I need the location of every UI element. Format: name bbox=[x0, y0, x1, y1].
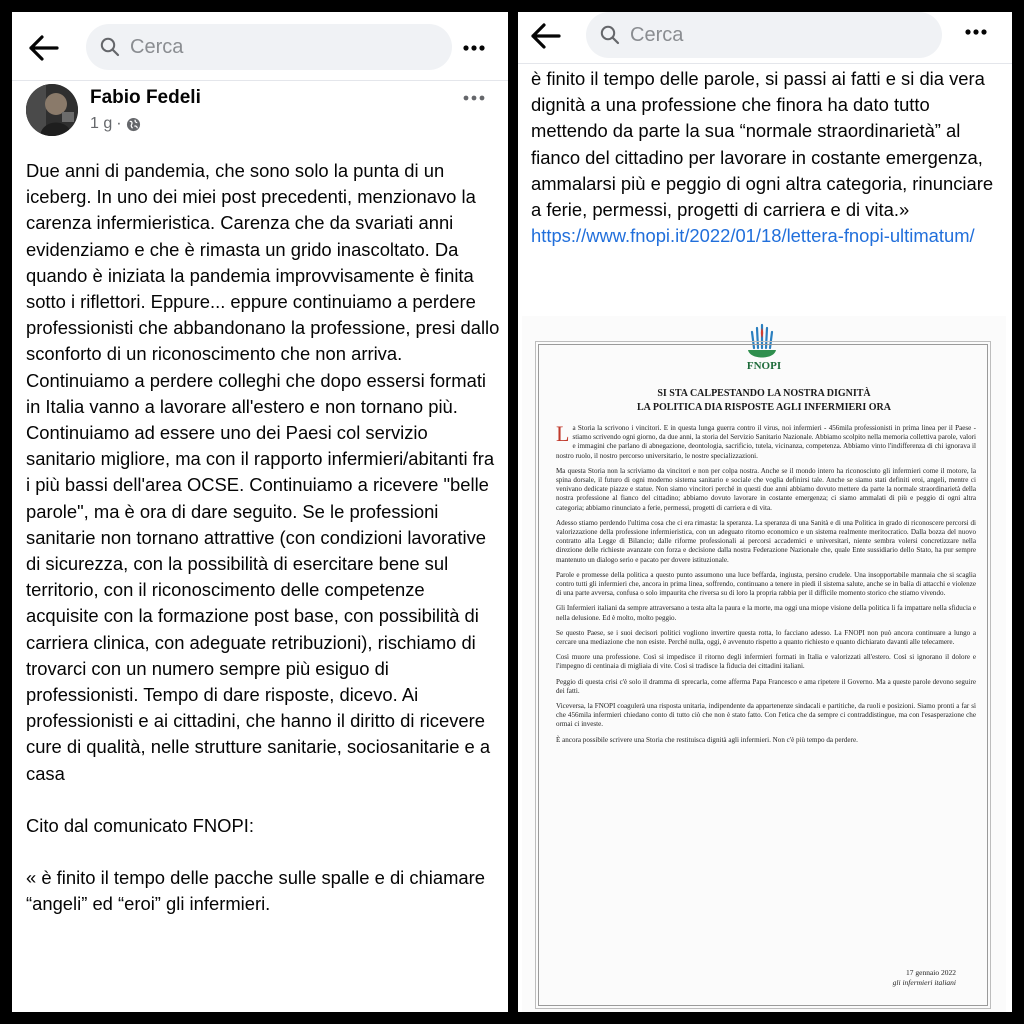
letter-dropcap: L bbox=[556, 421, 570, 446]
top-divider bbox=[12, 80, 508, 81]
post-paragraph: è finito il tempo delle parole, si passi ai fatti e si dia vera dignità a una professione che finora ha dato tutto mettendo da parte la sua “normale straordinarietà” al fianco del cittadino per lavorare in costante emergenza, ammalarsi più e peggio di ogni altra categoria, rinunciare a ferie, permessi, progetti di carriera e di vita.» bbox=[531, 68, 994, 221]
letter-title: SI STA CALPESTANDO LA NOSTRA DIGNITÀ bbox=[657, 388, 871, 399]
letter-body bbox=[556, 421, 976, 751]
letter-paragraph: Se questo Paese, se i suoi decisori politici vogliono invertire questa rotta, lo facciano adesso. La FNOPI non può ancora continuare a lungo a cercare una mediazione che non esiste. Perché nulla, oggi, è avvenuto rispetto a quanto richiesto e quanto dichiarato davanti alle telecamere. bbox=[556, 628, 976, 647]
fnopi-wordmark: FNOPI bbox=[746, 360, 782, 372]
avatar[interactable] bbox=[26, 84, 78, 136]
top-bar bbox=[12, 12, 508, 80]
letter-image[interactable] bbox=[522, 316, 1006, 1012]
letter-paragraph: È ancora possibile scrivere una Storia che restituisca dignità agli infermieri. Non c'è più tempo da perdere. bbox=[556, 735, 858, 744]
post-meta bbox=[90, 115, 141, 133]
back-arrow-icon[interactable] bbox=[24, 28, 64, 68]
letter-paragraph: Ma questa Storia non la scriviamo da vincitori e non per colpa nostra. Anche se il mondo intero ha riconosciuto gli infermieri come il motore, la spina dorsale, il futuro di ogni moderno sistema sanitario e sociale che voglia definirsi tale. Anche se siamo stati definiti eroi, angeli, mentre ci venivano dedicate piazze e statue. Non siamo vincitori perché in questi due anni abbiamo dovuto mettere da parte la normale straordinarietà della nostra professione al fianco del cittadino; abbiamo dovuto lavorare in costante emergenza; ci siamo ammalati di più e peggio di ogni altra categoria; abbiamo rinunciato a ferie, permessi, progetti di carriera e di vita. bbox=[556, 466, 976, 512]
back-arrow-icon[interactable] bbox=[526, 16, 566, 56]
more-options-icon[interactable] bbox=[458, 32, 490, 64]
letter-paragraph: a Storia la scrivono i vincitori. E in questa lunga guerra contro il virus, noi infermieri - 456mila professionisti in prima linea per il Paese - stiamo scrivendo ogni giorno, da due anni, la storia del Servizio Sanitario Nazionale. Abbiamo scolpito nella memoria collettiva parole, valori e immagini che parlano di abnegazione, deontologia, sacrificio, tutela, vicinanza, competenza. Abbiamo vinto l'indifferenza di chi ignorava il nostro ruolo, il nostro percorso universitario, le nostre specializzazioni. bbox=[556, 424, 976, 460]
post-body-continued bbox=[531, 66, 1001, 249]
post-paragraph: « è finito il tempo delle pacche sulle spalle e di chiamare “angeli” ed “eroi” gli infermieri. bbox=[26, 867, 486, 915]
search-icon bbox=[100, 37, 120, 57]
fnopi-link[interactable]: https://www.fnopi.it/2022/01/18/lettera-fnopi-ultimatum/ bbox=[531, 225, 975, 247]
letter-paragraph: Peggio di questa crisi c'è solo il dramma di sprecarla, come afferma Papa Francesco e ama ripetere il Governo. Ma a queste parole devono seguire dei fatti. bbox=[556, 677, 976, 695]
letter-signature: gli infermieri italiani bbox=[892, 978, 956, 987]
letter-paragraph: Adesso stiamo perdendo l'ultima cosa che ci era rimasta: la speranza. La speranza di una Sanità e di una Politica in grado di riconoscere percorsi di valorizzazione della professione infermieristica, con un adeguato ritorno economico e un sistema realmente meritocratico. Dalla bozza del nuovo contratto alla Legge di Bilancio; dalle riforme professionali ai percorsi accademici e universitari, niente sembra volersi concretizzare nella direzione delle richieste avanzate con forza e decisione dalla nostra Federazione Nazionale che, quale Ente sussidiario dello Stato, ha pur sempre mantenuto un dialogo serio e pacato per dovere istituzionale. bbox=[556, 518, 976, 564]
search-icon bbox=[600, 25, 620, 45]
top-divider bbox=[518, 63, 1012, 64]
letter-paragraph: Parole e promesse della politica a questo punto assumono una luce beffarda, ingiusta, persino crudele. Una insopportabile mannaia che si scaglia contro tutti gli infermieri che, ancora in prima linea, soffrendo, continuano a tenere in piedi il sistema salute, anche se in balìa di attacchi e violenze di una parte avversa, confusa o solo impaurita che riversa su di loro la propria rabbia per il difficile momento storico che stiamo vivendo. bbox=[556, 570, 976, 598]
left-screenshot-panel bbox=[12, 12, 508, 1012]
post-time: 1 g bbox=[90, 115, 113, 132]
search-input[interactable] bbox=[86, 24, 452, 70]
letter-paragraph: Così muore una professione. Così si impedisce il ritorno degli infermieri formati in Italia e valorizzati all'estero. Così si ignorano il dolore e l'impegno di centinaia di migliaia di vite. Così si tradisce la fiducia dei cittadini italiani. bbox=[556, 653, 976, 671]
search-input[interactable] bbox=[586, 12, 942, 58]
author-name[interactable]: Fabio Fedeli bbox=[90, 87, 201, 108]
letter-paragraph: Gli Infermieri italiani da sempre attraversano a testa alta la paura e la morte, ma oggi una miope visione della politica li fa impattare nella sfiducia e nella delusione. Ed è molto, molto peggio. bbox=[556, 604, 976, 622]
search-placeholder: Cerca bbox=[130, 35, 184, 58]
globe-icon bbox=[126, 117, 141, 132]
post-body bbox=[26, 158, 502, 917]
letter-date: 17 gennaio 2022 bbox=[906, 968, 956, 977]
letter-paragraph: Viceversa, la FNOPI coagulerà una risposta unitaria, indipendente da appartenenze sindacali e partitiche, da ruoli e posizioni. Siamo pronti a far sì che 456mila infermieri chiedano conto di tutto ciò che non è stato fatto. Con l'etica che da sempre ci contraddistingue, ma con l'esasperazione che ormai ci investe. bbox=[556, 702, 976, 729]
post-options-icon[interactable] bbox=[458, 88, 490, 108]
post-paragraph: Due anni di pandemia, che sono solo la punta di un iceberg. In uno dei miei post precedenti, menzionavo la carenza infermieristica. Carenza che da svariati anni evidenziamo e che è rimasta un grido inascoltato. Da quando è iniziata la pandemia improvvisamente è finita sotto i riflettori. Eppure... eppure continuiamo a perdere professionisti che abbandonano la professione, presi dallo sconforto di un riconoscimento che non arriva. Continuiamo a perdere colleghi che dopo essersi formati in Italia vanno a lavorare all'estero e non tornano più. Continuiamo ad essere uno dei Paesi col servizio sanitario migliore, ma con il rapporto infermieri/abitanti fra i più bassi dell'area OCSE. Continuiamo a ricevere "belle parole", ma è ora di dare seguito. Se le professioni sanitarie non tornano attrattive (con condizioni lavorative di sicurezza, con la possibilità di esercitare bene sul territorio, con il riconoscimento delle competenze acquisite con la formazione post base, con possibilità di carriera clinica, con adeguate retribuzioni), rischiamo di trovarci con un numero sempre più esiguo di professionisti. Tempo di dare risposte, dicevo. Ai professionisti e ai cittadini, che hanno il diritto di ricevere cure di qualità, nelle strutture sanitarie, sociosanitarie e a casa bbox=[26, 160, 500, 784]
right-screenshot-panel bbox=[518, 12, 1012, 1012]
meta-separator: · bbox=[116, 115, 122, 132]
more-options-icon[interactable] bbox=[960, 16, 992, 48]
letter-subtitle: LA POLITICA DIA RISPOSTE AGLI INFERMIERI ORA bbox=[637, 402, 891, 413]
letter-signoff bbox=[893, 968, 956, 988]
post-paragraph: Cito dal comunicato FNOPI: bbox=[26, 814, 254, 836]
search-placeholder: Cerca bbox=[630, 23, 684, 46]
top-bar bbox=[518, 12, 1012, 56]
